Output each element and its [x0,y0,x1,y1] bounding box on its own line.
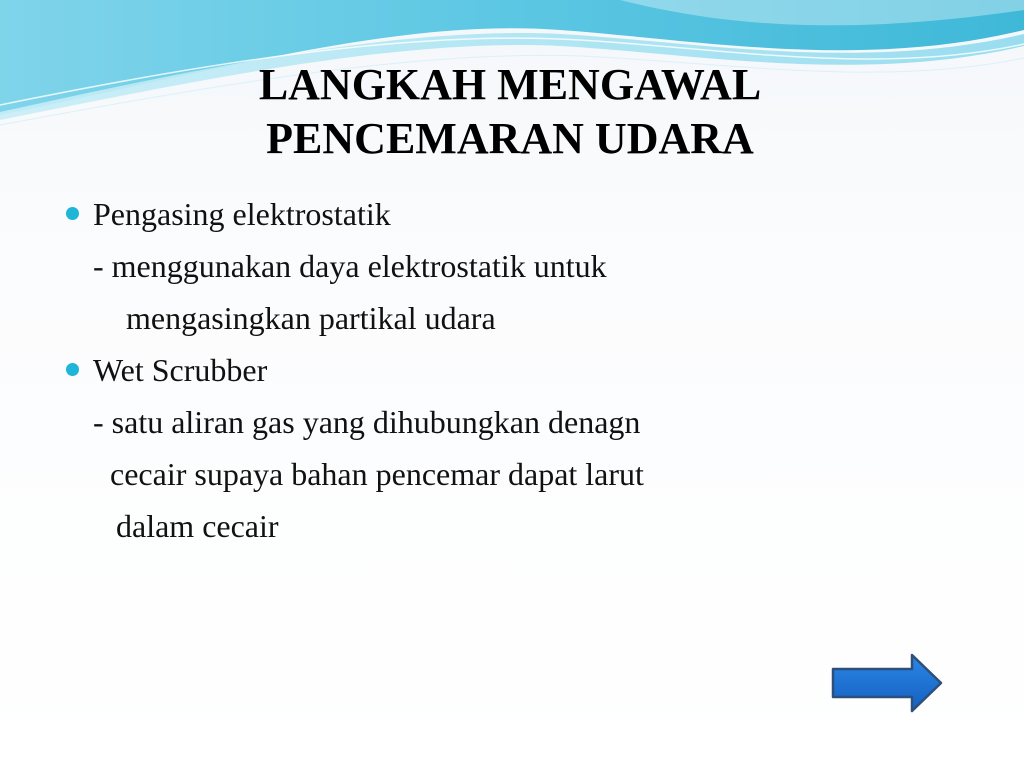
item-label: Wet Scrubber [93,352,268,388]
next-slide-button[interactable] [830,652,944,714]
list-item [60,188,940,240]
item-description: mengasingkan partikal udara [126,300,496,336]
item-description: - satu aliran gas yang dihubungkan denagn [93,404,641,440]
list-item [60,344,940,396]
title-line-1: LANGKAH MENGAWAL [258,60,762,109]
bullet-list [60,188,940,552]
item-description: dalam cecair [116,508,279,544]
item-description: - menggunakan daya elektrostatik untuk [93,248,607,284]
bullet-icon [66,363,79,376]
title-line-2: PENCEMARAN UDARA [266,114,754,163]
bullet-icon [66,207,79,220]
item-description: cecair supaya bahan pencemar dapat larut [110,456,644,492]
slide-title [150,58,870,166]
item-label: Pengasing elektrostatik [93,196,391,232]
arrow-right-icon [830,652,944,714]
